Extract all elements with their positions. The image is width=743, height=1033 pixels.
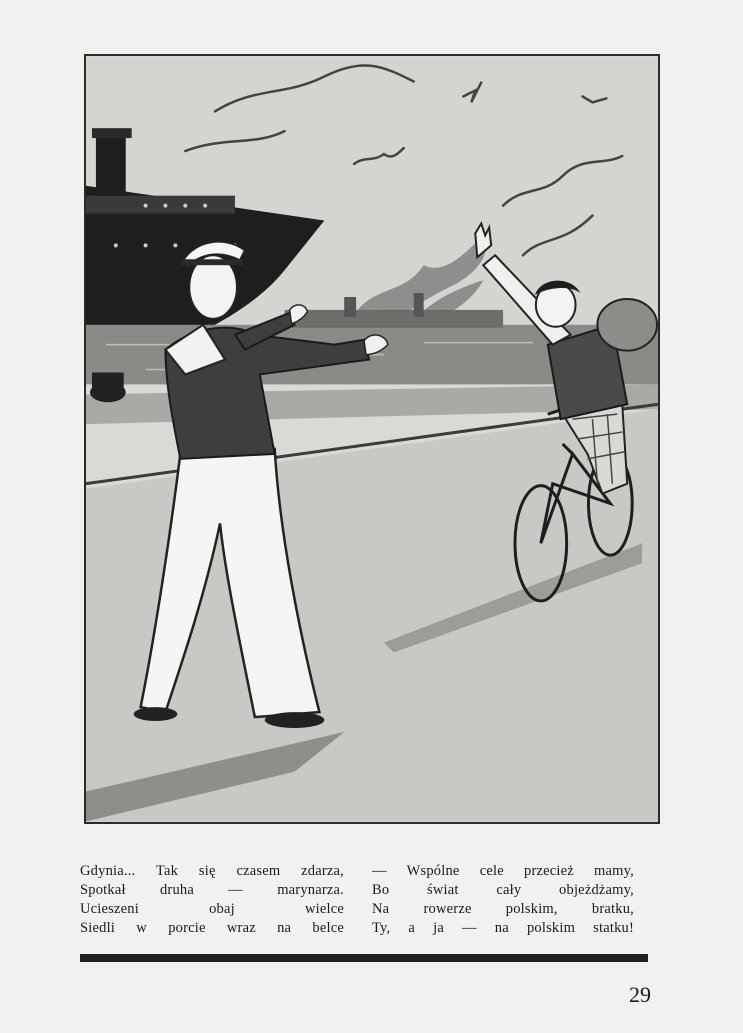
verse-line: Siedli w porcie wraz na belce	[80, 920, 344, 936]
verse-line: Gdynia... Tak się czasem zdarza,	[80, 863, 344, 879]
verse-line: Spotkał druha — marynarza.	[80, 882, 344, 898]
verse-line: Ty, a ja — na polskim statku!	[372, 920, 634, 936]
verse-line: Bo świat cały objeżdżamy,	[372, 882, 634, 898]
verse-right-stanza	[372, 862, 634, 938]
verse-line: Ucieszeni obaj wielce	[80, 901, 344, 917]
page-number: 29	[629, 982, 651, 1007]
verse-left-stanza	[80, 862, 344, 938]
sailor-greeting-cyclist-illustration	[86, 56, 658, 822]
verse-line: — Wspólne cele przecież mamy,	[372, 863, 634, 879]
horizontal-rule	[80, 954, 648, 962]
verse-line: Na rowerze polskim, bratku,	[372, 901, 634, 917]
illustration	[84, 54, 660, 824]
